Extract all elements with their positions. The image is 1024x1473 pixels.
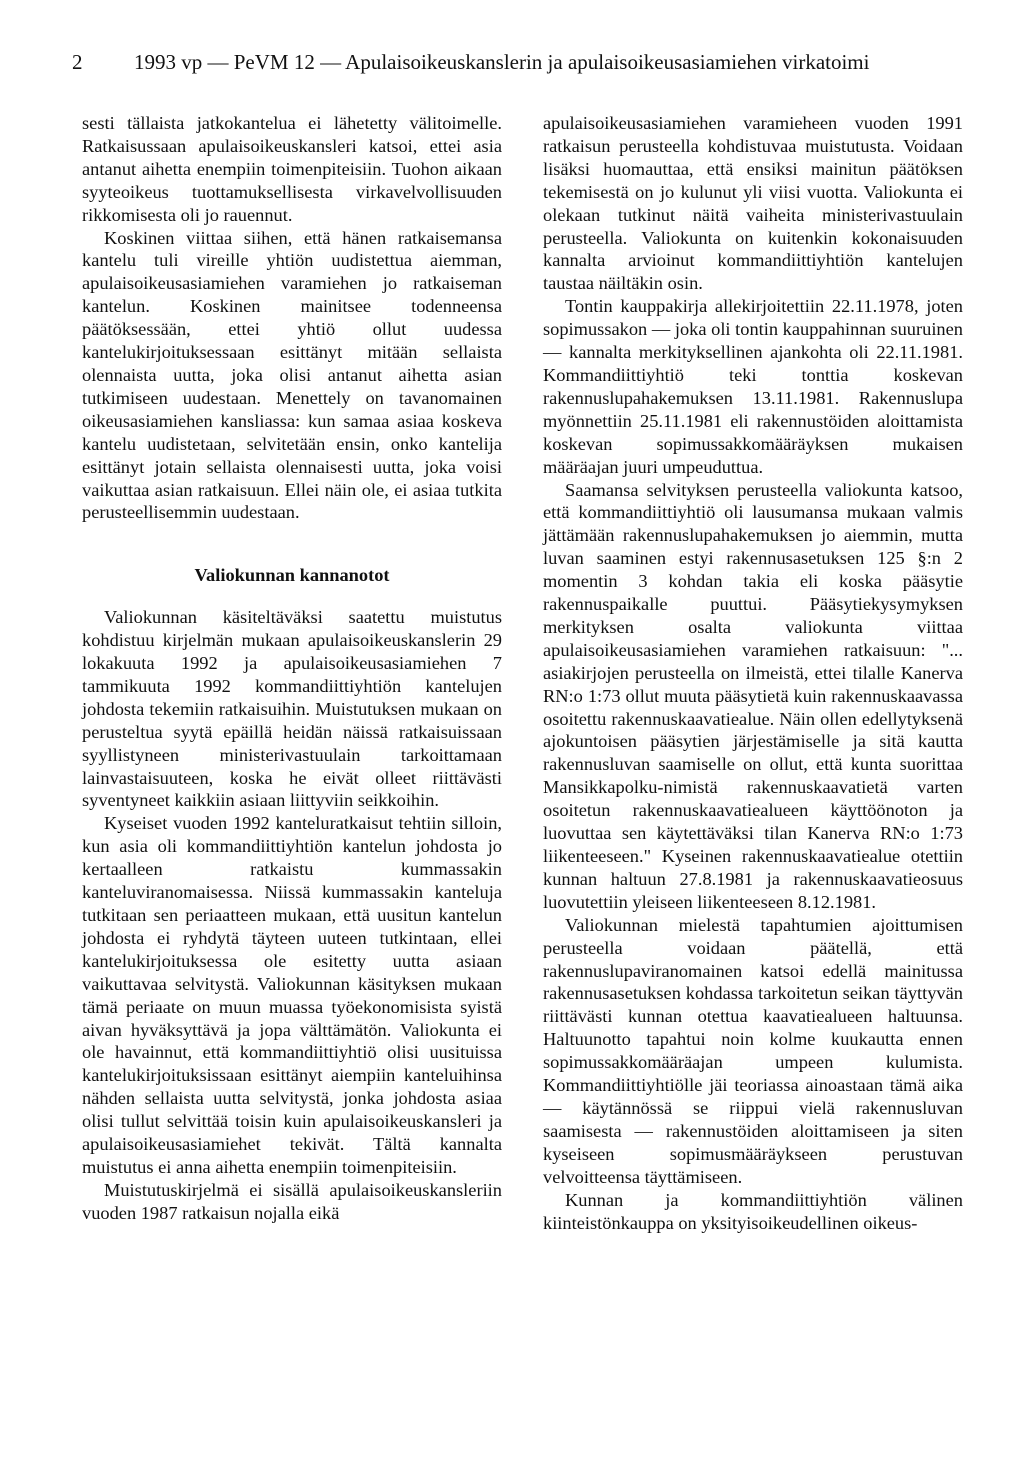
paragraph: Koskinen viittaa siihen, että hänen ratkaisemansa kantelu tuli vireille yhtiön uudistettua aiemman, apulaisoikeusasiamiehen varamiehen jo ratkaiseman kantelun. Koskinen mainitsee todenneensa päätöksessään, ettei yhtiö ollut uudessa kantelukirjoituksessaan esittänyt mitään sellaista olennaista uutta, joka olisi antanut aihetta asian tutkimiseen uudestaan. Menettely on tavanomainen oikeusasiamiehen kansliassa: kun samaa asiaa koskeva kantelu uudistetaan, selvitetään ensin, onko kantelija esittänyt jotain sellaista olennaisesti uutta, joka voisi vaikuttaa asian ratkaisuun. Ellei näin ole, ei asiaa tutkita perusteellisemmin uudestaan. — [82, 227, 502, 523]
paragraph: Valiokunnan mielestä tapahtumien ajoittumisen perusteella voidaan päätellä, että rakennuslupaviranomainen katsoi edellä mainitussa rakennusasetuksen kohdassa tarkoitetun seikan täyttyvän riittävästi kunnan otettua kaavatiealueen haltuunsa. Haltuunotto tapahtui noin kolme kuukautta ennen sopimussakkomääräajan umpeen kulumista. Kommandiittiyhtiölle jäi teoriassa ainoastaan tämä aika — käytännössä se riippui vielä rakennusluvan saamisesta — rakennustöiden aloittamiseen ja siten kyseiseen sopimusmääräykseen perustuvan velvoitteensa täyttämiseen. — [543, 914, 963, 1187]
paragraph: sesti tällaista jatkokantelua ei lähetetty välitoimelle. Ratkaisussaan apulaisoikeuskansleri katsoi, ettei asia antanut aihetta enempiin toimenpiteisiin. Tuohon aikaan syyteoikeus tuottamuksellisesta virkavelvollisuuden rikkomisesta oli jo rauennut. — [82, 113, 502, 225]
page-number: 2 — [72, 50, 83, 74]
running-header — [72, 48, 952, 76]
paragraph: apulaisoikeusasiamiehen varamieheen vuoden 1991 ratkaisun perusteella kohdistuvaa muistutusta. Voidaan lisäksi huomauttaa, että ensiksi mainitun päätöksen tekemisestä on jo kulunut yli viisi vuotta. Valiokunta ei olekaan tutkinut näitä vaiheita ministerivastuulain perusteella. Valiokunta on kuitenkin kokonaisuuden kannalta arvioinut kommandiittiyhtiön kantelujen taustaa näiltäkin osin. — [543, 113, 963, 294]
paragraph: Kyseiset vuoden 1992 kanteluratkaisut tehtiin silloin, kun asia oli kommandiittiyhtiön kantelun johdosta jo kertaalleen ratkaistu kummassakin kanteluviranomaisessa. Niissä kummassakin kanteluja tutkitaan sen periaatteen mukaan, että uusitun kantelun johdosta ei ryhdytä täyteen uuteen tutkintaan, ellei kantelukirjoituksessa ole esitetty uutta asiaan vaikuttavaa selvitystä. Valiokunnan käsityksen mukaan tämä periaate on muun muassa työekonomisista syistä aivan hyväksyttävä ja jopa välttämätön. Valiokunta ei ole havainnut, että kommandiittiyhtiö olisi uusituissa kantelukirjoituksissaan esittänyt aiempiin kanteluihinsa nähden sellaista uutta selvitystä, jonka johdosta asiaa olisi tullut selvittää toisin kuin apulaisoikeuskansleri ja apulaisoikeusasiamiehet tekivät. Tältä kannalta muistutus ei anna aihetta enempiin toimenpiteisiin. — [82, 813, 502, 1177]
paragraph: Kunnan ja kommandiittiyhtiön välinen kiinteistönkauppa on yksityisoikeudellinen oikeus- — [543, 1189, 963, 1233]
section-heading: Valiokunnan kannanotot — [194, 565, 390, 586]
right-column — [543, 112, 963, 1234]
paragraph: Muistutuskirjelmä ei sisällä apulaisoikeuskansleriin vuoden 1987 ratkaisun nojalla eikä — [82, 1179, 502, 1223]
paragraph: Saamansa selvityksen perusteella valiokunta katsoo, että kommandiittiyhtiö oli lausumansa mukaan valmis jättämään rakennuslupahakemuksen jo aiemmin, mutta luvan saaminen estyi rakennusasetuksen 125 §:n 2 momentin 3 kohdan takia eli koska pääsytie rakennuspaikalle puuttui. Pääsytiekysymyksen merkityksen osalta valiokunta viittaa apulaisoikeusasiamiehen varamiehen ratkaisuun: "... asiakirjojen perusteella on ilmeistä, ettei tilalle Kanerva RN:o 1:73 ollut muuta pääsytietä kuin rakennuskaavassa osoitettu rakennuskaavatiealue. Näin ollen edellytyksenä ajokuntoisen pääsytien järjestämiselle ja sitä kautta rakennusluvan saamiselle on ollut, että kunta suorittaa Mansikkapolku-nimistä rakennuskaavatietä varten osoitetun rakennuskaavatiealueen käyttöönoton ja luovuttaa sen käytettäväksi tilan Kanerva RN:o 1:73 liikenteeseen." Kyseinen rakennuskaavatiealue otettiin kunnan haltuun 27.8.1981 ja rakennuskaavatieosuus luovutettiin yleiseen liikenteeseen 8.12.1981. — [543, 479, 963, 912]
paragraph: Valiokunnan käsiteltäväksi saatettu muistutus kohdistuu kirjelmän mukaan apulaisoikeuskanslerin 29 lokakuuta 1992 ja apulaisoikeusasiamiehen 7 tammikuuta 1992 kommandiittiyhtiön kantelujen johdosta tekemiin ratkaisuihin. Muistutuksen mukaan on perusteltua syytä epäillä heidän näissä ratkaisuissaan syyllistyneen ministerivastuulain tarkoittamaan lainvastaisuuteen, koska he eivät olleet riittävästi syventyneet kaikkiin asiaan liittyviin seikkoihin. — [82, 607, 502, 811]
left-column — [82, 112, 502, 1225]
running-title: 1993 vp — PeVM 12 — Apulaisoikeuskanslerin ja apulaisoikeusasiamiehen virkatoimi — [134, 50, 870, 74]
paragraph: Tontin kauppakirja allekirjoitettiin 22.11.1978, joten sopimussakon — joka oli tontin kauppahinnan suuruinen — kannalta merkityksellinen ajankohta oli 22.11.1981. Kommandiittiyhtiö teki tonttia koskevan rakennuslupahakemuksen 13.11.1981. Rakennuslupa myönnettiin 25.11.1981 eli rakennustöiden aloittamista koskevan sopimussakkomääräyksen mukaisen määräajan juuri umpeuduttua. — [543, 296, 963, 477]
